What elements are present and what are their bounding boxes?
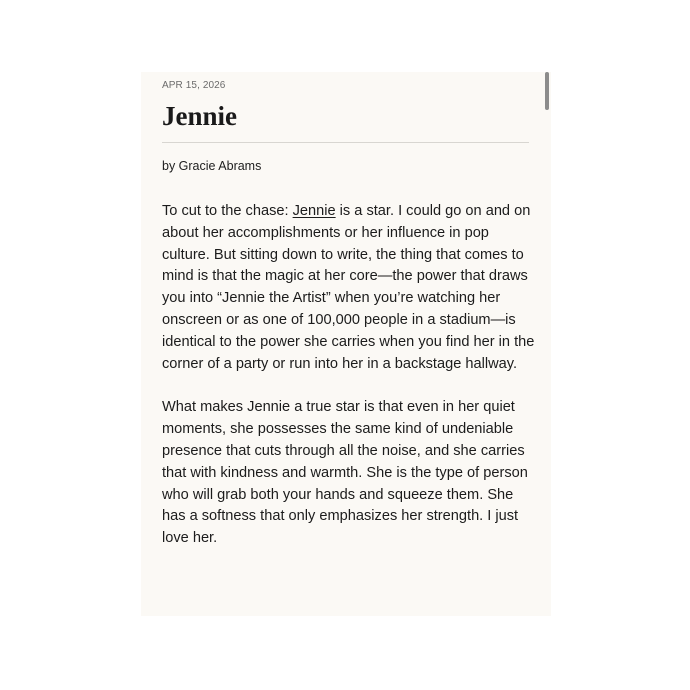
paragraph-text: To cut to the chase:: [162, 203, 293, 219]
paragraph-text: is a star. I could go on and on about her accomplishments or her influence in pop culture. But sitting down to write, the thing that comes to mind is that the magic at her core—the power that draws you into “Jennie the Artist” when you’re watching her onscreen or as one of 100,000 people in a stadium—is identical to the power she carries when you find her in the corner of a party or run into her in a backstage hallway.: [162, 203, 535, 372]
article-title: Jennie: [162, 101, 238, 131]
scrollbar-thumb[interactable]: [545, 72, 549, 110]
article-byline: by Gracie Abrams: [162, 159, 262, 173]
article-card: [141, 72, 551, 616]
article-paragraph-1: [162, 201, 540, 375]
title-divider: [162, 142, 529, 143]
article-paragraph-2: What makes Jennie a true star is that even in her quiet moments, she possesses the same kind of undeniable presence that cuts through all the noise, and she carries that with kindness and warmth. She is the type of person who will grab both your hands and squeeze them. She has a softness that only emphasizes her strength. I just love her.: [162, 399, 528, 547]
jennie-link[interactable]: Jennie: [292, 203, 336, 219]
article-body: [162, 201, 540, 550]
article-date: APR 15, 2026: [162, 80, 226, 91]
